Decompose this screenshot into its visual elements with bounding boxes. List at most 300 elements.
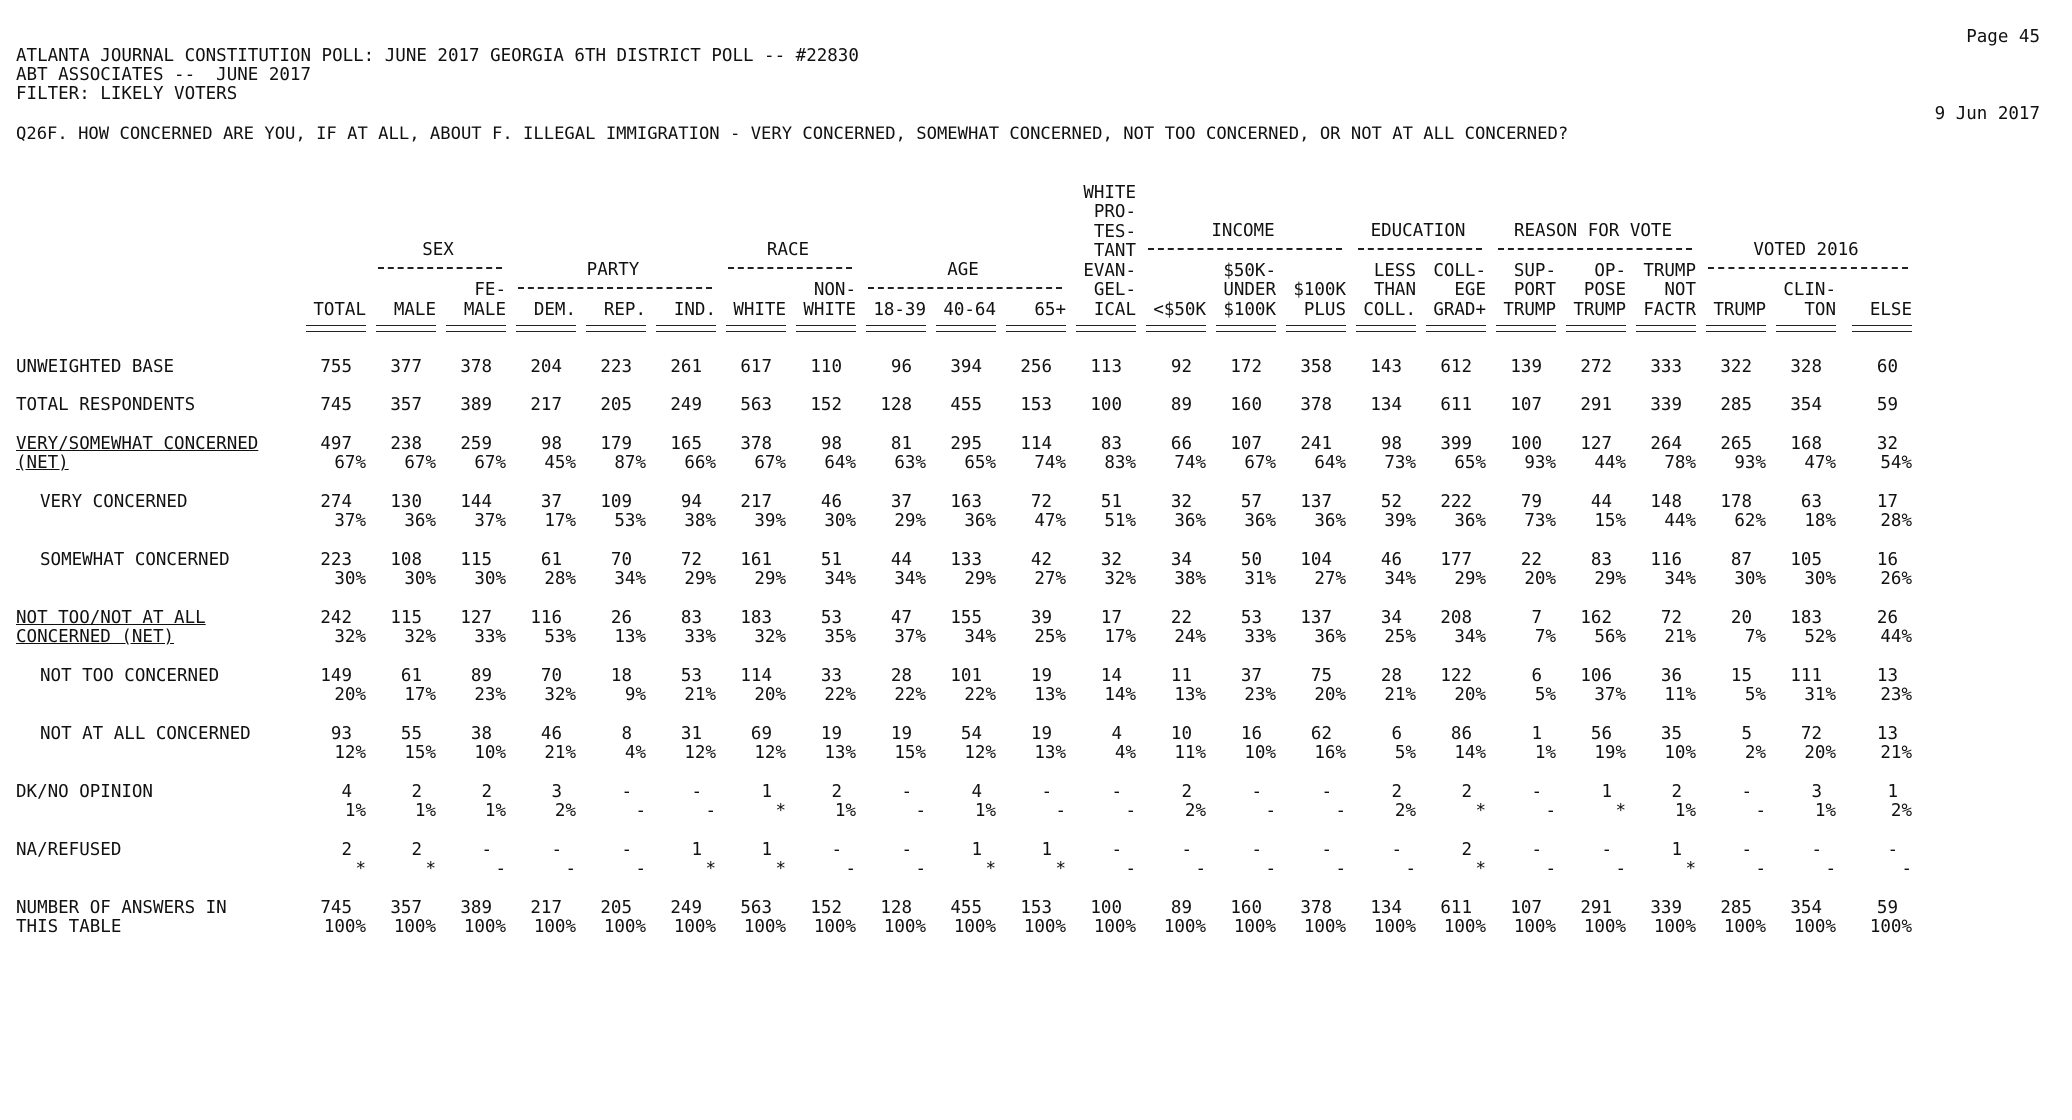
cell-percent: 83% <box>1104 453 1136 473</box>
cell-count: - <box>1181 840 1192 860</box>
cell-count: 94 <box>680 492 702 512</box>
cell-count: 72 <box>1660 608 1682 628</box>
header-separator <box>866 325 926 332</box>
cell-count: 378 <box>1300 898 1332 918</box>
cell-percent: 22% <box>894 685 926 705</box>
banner-rule <box>868 287 1062 289</box>
cell-percent: 100% <box>463 917 506 937</box>
cell-count: 2 <box>1181 782 1192 802</box>
cell-count: 148 <box>1650 492 1682 512</box>
cell-count: 611 <box>1440 395 1472 415</box>
cell-count: 137 <box>1300 608 1332 628</box>
cell-count: 285 <box>1720 898 1752 918</box>
cell-count: 755 <box>320 357 352 377</box>
cell-percent: 2% <box>1890 801 1912 821</box>
cell-percent: 20% <box>1804 743 1836 763</box>
cell-count: - <box>1531 782 1542 802</box>
cell-percent: 25% <box>1384 627 1416 647</box>
cell-percent: 93% <box>1734 453 1766 473</box>
cell-count: 4 <box>1111 724 1122 744</box>
cell-percent: 14% <box>1454 743 1486 763</box>
cell-percent: 18% <box>1804 511 1836 531</box>
cell-percent: 37% <box>334 511 366 531</box>
cell-count: 339 <box>1650 395 1682 415</box>
cell-count: 127 <box>460 608 492 628</box>
cell-count: 8 <box>621 724 632 744</box>
cell-percent: 78% <box>1664 453 1696 473</box>
cell-percent: 38% <box>684 511 716 531</box>
cell-count: 137 <box>1300 492 1332 512</box>
cell-count: 6 <box>1531 666 1542 686</box>
cell-count: 72 <box>1030 492 1052 512</box>
cell-count: 377 <box>390 357 422 377</box>
cell-count: 208 <box>1440 608 1472 628</box>
cell-count: 256 <box>1020 357 1052 377</box>
cell-percent: * <box>1055 859 1066 879</box>
cell-percent: - <box>635 859 646 879</box>
cell-percent: 34% <box>964 627 996 647</box>
cell-count: 46 <box>540 724 562 744</box>
cell-percent: 19% <box>1594 743 1626 763</box>
cell-count: 34 <box>1170 550 1192 570</box>
cell-percent: 20% <box>1524 569 1556 589</box>
cell-percent: 29% <box>964 569 996 589</box>
cell-count: 3 <box>1811 782 1822 802</box>
report-filter: FILTER: LIKELY VOTERS <box>16 84 238 104</box>
cell-count: 13 <box>1876 724 1898 744</box>
column-header: MALE <box>393 299 436 320</box>
cell-count: 101 <box>950 666 982 686</box>
cell-count: - <box>691 782 702 802</box>
cell-count: 70 <box>540 666 562 686</box>
cell-count: 13 <box>1876 666 1898 686</box>
cell-count: 14 <box>1100 666 1122 686</box>
column-header: NON- WHITE <box>803 280 856 320</box>
cell-count: 107 <box>1510 898 1542 918</box>
cell-percent: 52% <box>1804 627 1836 647</box>
cell-count: 144 <box>460 492 492 512</box>
banner-label: PARTY <box>586 260 640 280</box>
cell-percent: 26% <box>1880 569 1912 589</box>
cell-count: 57 <box>1240 492 1262 512</box>
cell-count: 66 <box>1170 434 1192 454</box>
cell-percent: 36% <box>964 511 996 531</box>
cell-percent: - <box>1195 859 1206 879</box>
header-separator <box>1566 325 1626 332</box>
report-title: ATLANTA JOURNAL CONSTITUTION POLL: JUNE 2017 GEORGIA 6TH DISTRICT POLL -- #22830 <box>16 46 859 66</box>
cell-count: 617 <box>740 357 772 377</box>
cell-percent: 62% <box>1734 511 1766 531</box>
cell-percent: 23% <box>474 685 506 705</box>
cell-count: 17 <box>1100 608 1122 628</box>
cell-count: 165 <box>670 434 702 454</box>
cell-count: 61 <box>400 666 422 686</box>
cell-count: 50 <box>1240 550 1262 570</box>
cell-percent: 100% <box>1163 917 1206 937</box>
cell-count: 222 <box>1440 492 1472 512</box>
cell-count: - <box>901 782 912 802</box>
cell-count: 2 <box>1391 782 1402 802</box>
cell-count: 261 <box>670 357 702 377</box>
cell-percent: 4% <box>1114 743 1136 763</box>
report-date: 9 Jun 2017 <box>1934 104 2040 124</box>
cell-count: 7 <box>1531 608 1542 628</box>
cell-percent: 2% <box>1394 801 1416 821</box>
cell-percent: 30% <box>334 569 366 589</box>
cell-percent: 17% <box>1104 627 1136 647</box>
cell-percent: 65% <box>1454 453 1486 473</box>
column-header: $50K- UNDER $100K <box>1223 260 1276 320</box>
cell-count: 328 <box>1790 357 1822 377</box>
cell-count: 11 <box>1170 666 1192 686</box>
column-header: WHITE <box>733 299 786 320</box>
cell-count: 205 <box>600 898 632 918</box>
cell-count: 100 <box>1090 898 1122 918</box>
banner-rule <box>728 267 852 269</box>
cell-count: 152 <box>810 898 842 918</box>
cell-percent: 32% <box>334 627 366 647</box>
cell-count: 354 <box>1790 898 1822 918</box>
header-separator <box>936 325 996 332</box>
cell-count: 160 <box>1230 395 1262 415</box>
cell-count: 81 <box>890 434 912 454</box>
cell-count: 2 <box>341 840 352 860</box>
cell-percent: 23% <box>1880 685 1912 705</box>
cell-count: 92 <box>1170 357 1192 377</box>
header-separator <box>1076 325 1136 332</box>
cell-count: 238 <box>390 434 422 454</box>
cell-percent: 20% <box>754 685 786 705</box>
cell-percent: 33% <box>474 627 506 647</box>
cell-count: 178 <box>1720 492 1752 512</box>
cell-count: 79 <box>1520 492 1542 512</box>
cell-percent: 16% <box>1314 743 1346 763</box>
cell-count: 32 <box>1876 434 1898 454</box>
cell-percent: - <box>1405 859 1416 879</box>
cell-percent: 10% <box>1664 743 1696 763</box>
cell-percent: 64% <box>824 453 856 473</box>
cell-percent: 36% <box>1314 511 1346 531</box>
cell-percent: 87% <box>614 453 646 473</box>
cell-percent: - <box>915 801 926 821</box>
cell-count: 53 <box>680 666 702 686</box>
cell-count: 122 <box>1440 666 1472 686</box>
cell-count: 223 <box>600 357 632 377</box>
cell-percent: 23% <box>1244 685 1276 705</box>
banner-label: REASON FOR VOTE <box>1513 221 1673 241</box>
cell-percent: 37% <box>474 511 506 531</box>
cell-count: 745 <box>320 395 352 415</box>
cell-percent: 31% <box>1244 569 1276 589</box>
cell-count: 168 <box>1790 434 1822 454</box>
cell-count: 1 <box>1601 782 1612 802</box>
cell-count: 32 <box>1100 550 1122 570</box>
cell-percent: 21% <box>544 743 576 763</box>
banner-label: INCOME <box>1211 221 1275 241</box>
cell-count: 249 <box>670 395 702 415</box>
cell-percent: 17% <box>404 685 436 705</box>
header-separator <box>1426 325 1486 332</box>
cell-count: 98 <box>540 434 562 454</box>
cell-count: 2 <box>1671 782 1682 802</box>
cell-percent: 29% <box>1454 569 1486 589</box>
cell-count: - <box>1251 840 1262 860</box>
question-text: Q26F. HOW CONCERNED ARE YOU, IF AT ALL, ABOUT F. ILLEGAL IMMIGRATION - VERY CONCERNED, SOMEWHAT CONCERNED, NOT TOO CONCERNED, OR NOT AT ALL CONCERNED? <box>16 124 1569 144</box>
cell-count: 1 <box>1041 840 1052 860</box>
header-separator <box>1006 325 1066 332</box>
cell-percent: 36% <box>1174 511 1206 531</box>
cell-percent: 53% <box>544 627 576 647</box>
cell-count: - <box>1741 840 1752 860</box>
cell-percent: 100% <box>883 917 926 937</box>
cell-count: 42 <box>1030 550 1052 570</box>
cell-percent: 15% <box>1594 511 1626 531</box>
cell-count: - <box>1251 782 1262 802</box>
cell-count: 563 <box>740 898 772 918</box>
cell-percent: 1% <box>414 801 436 821</box>
cell-percent: 36% <box>404 511 436 531</box>
cell-percent: 13% <box>824 743 856 763</box>
cell-percent: 100% <box>1723 917 1766 937</box>
cell-percent: 51% <box>1104 511 1136 531</box>
cell-percent: 100% <box>813 917 856 937</box>
cell-count: 47 <box>890 608 912 628</box>
cell-count: 107 <box>1230 434 1262 454</box>
cell-count: 149 <box>320 666 352 686</box>
cell-percent: 20% <box>334 685 366 705</box>
cell-percent: 2% <box>1744 743 1766 763</box>
cell-percent: 100% <box>1303 917 1346 937</box>
cell-count: 37 <box>540 492 562 512</box>
cell-percent: 74% <box>1174 453 1206 473</box>
cell-count: 113 <box>1090 357 1122 377</box>
cell-count: 399 <box>1440 434 1472 454</box>
row-label: SOMEWHAT CONCERNED <box>40 550 230 570</box>
cell-percent: 13% <box>614 627 646 647</box>
cell-count: 75 <box>1310 666 1332 686</box>
cell-count: 2 <box>831 782 842 802</box>
cell-count: 285 <box>1720 395 1752 415</box>
cell-count: 378 <box>1300 395 1332 415</box>
cell-count: 104 <box>1300 550 1332 570</box>
cell-count: 46 <box>1380 550 1402 570</box>
cell-count: 378 <box>460 357 492 377</box>
column-header: FE- MALE <box>463 280 506 320</box>
row-label: NOT TOO/NOT AT ALL CONCERNED (NET) <box>16 608 206 647</box>
cell-percent: 10% <box>474 743 506 763</box>
cell-percent: 11% <box>1174 743 1206 763</box>
row-label: VERY/SOMEWHAT CONCERNED (NET) <box>16 434 259 473</box>
cell-percent: 32% <box>544 685 576 705</box>
cell-percent: 100% <box>1373 917 1416 937</box>
cell-percent: - <box>1335 859 1346 879</box>
cell-count: 1 <box>1887 782 1898 802</box>
cell-percent: * <box>1475 801 1486 821</box>
cell-count: 295 <box>950 434 982 454</box>
cell-percent: 30% <box>1804 569 1836 589</box>
cell-count: 17 <box>1876 492 1898 512</box>
cell-percent: 13% <box>1034 743 1066 763</box>
cell-percent: 73% <box>1384 453 1416 473</box>
cell-count: 179 <box>600 434 632 454</box>
cell-count: 455 <box>950 395 982 415</box>
cell-percent: 36% <box>1244 511 1276 531</box>
cell-percent: 63% <box>894 453 926 473</box>
row-label: DK/NO OPINION <box>16 782 153 802</box>
cell-count: 205 <box>600 395 632 415</box>
cell-percent: 7% <box>1534 627 1556 647</box>
cell-count: 44 <box>890 550 912 570</box>
cell-count: 18 <box>610 666 632 686</box>
cell-percent: 29% <box>1594 569 1626 589</box>
header-separator <box>1706 325 1766 332</box>
cell-percent: 33% <box>1244 627 1276 647</box>
column-header: TOTAL <box>313 299 366 320</box>
cell-count: 389 <box>460 898 492 918</box>
cell-count: 1 <box>761 782 772 802</box>
cell-percent: 73% <box>1524 511 1556 531</box>
cell-count: 111 <box>1790 666 1822 686</box>
cell-count: 37 <box>890 492 912 512</box>
cell-percent: - <box>915 859 926 879</box>
cell-percent: 30% <box>404 569 436 589</box>
cell-percent: 30% <box>824 511 856 531</box>
cell-count: - <box>1811 840 1822 860</box>
cell-count: 44 <box>1590 492 1612 512</box>
cell-percent: 34% <box>1384 569 1416 589</box>
cell-count: - <box>1601 840 1612 860</box>
cell-count: 100 <box>1090 395 1122 415</box>
cell-count: 107 <box>1510 395 1542 415</box>
cell-count: 1 <box>971 840 982 860</box>
cell-count: 127 <box>1580 434 1612 454</box>
cell-percent: 4% <box>624 743 646 763</box>
cell-count: 32 <box>1170 492 1192 512</box>
cell-percent: 64% <box>1314 453 1346 473</box>
cell-count: 96 <box>890 357 912 377</box>
cell-count: - <box>1531 840 1542 860</box>
cell-percent: 14% <box>1104 685 1136 705</box>
cell-count: 291 <box>1580 898 1612 918</box>
column-header: ELSE <box>1869 299 1912 320</box>
cell-percent: 1% <box>344 801 366 821</box>
header-separator <box>446 325 506 332</box>
cell-percent: 100% <box>323 917 366 937</box>
cell-percent: - <box>1125 859 1136 879</box>
cell-count: - <box>1111 840 1122 860</box>
cell-count: 394 <box>950 357 982 377</box>
cell-percent: 100% <box>1583 917 1626 937</box>
cell-count: 89 <box>470 666 492 686</box>
cell-count: 10 <box>1170 724 1192 744</box>
cell-count: 153 <box>1020 395 1052 415</box>
cell-count: 357 <box>390 898 422 918</box>
cell-count: 105 <box>1790 550 1822 570</box>
cell-percent: 1% <box>484 801 506 821</box>
cell-percent: 34% <box>1454 627 1486 647</box>
cell-count: 52 <box>1380 492 1402 512</box>
report-vendor: ABT ASSOCIATES -- JUNE 2017 <box>16 65 312 85</box>
cell-count: 114 <box>740 666 772 686</box>
cell-percent: * <box>1475 859 1486 879</box>
cell-percent: 1% <box>834 801 856 821</box>
cell-count: 34 <box>1380 608 1402 628</box>
cell-percent: * <box>985 859 996 879</box>
cell-percent: - <box>845 859 856 879</box>
cell-count: 153 <box>1020 898 1052 918</box>
cell-percent: 1% <box>1534 743 1556 763</box>
cell-percent: - <box>1055 801 1066 821</box>
cell-count: 217 <box>530 395 562 415</box>
row-label: NA/REFUSED <box>16 840 122 860</box>
header-separator <box>796 325 856 332</box>
cell-percent: 10% <box>1244 743 1276 763</box>
cell-percent: * <box>1615 801 1626 821</box>
cell-count: 98 <box>820 434 842 454</box>
page-number: Page 45 <box>1966 27 2040 47</box>
cell-count: 2 <box>1461 840 1472 860</box>
cell-percent: 45% <box>544 453 576 473</box>
cell-count: 4 <box>971 782 982 802</box>
banner-label: EDUCATION <box>1370 221 1466 241</box>
cell-percent: 67% <box>474 453 506 473</box>
cell-percent: 32% <box>754 627 786 647</box>
cell-percent: 100% <box>603 917 646 937</box>
cell-percent: 2% <box>554 801 576 821</box>
cell-percent: 29% <box>754 569 786 589</box>
cell-percent: 25% <box>1034 627 1066 647</box>
cell-percent: * <box>425 859 436 879</box>
cell-percent: 67% <box>754 453 786 473</box>
cell-count: - <box>1887 840 1898 860</box>
cell-percent: 1% <box>1674 801 1696 821</box>
cell-count: 264 <box>1650 434 1682 454</box>
row-label: VERY CONCERNED <box>40 492 188 512</box>
cell-percent: 32% <box>1104 569 1136 589</box>
header-separator <box>1286 325 1346 332</box>
cell-percent: 12% <box>754 743 786 763</box>
cell-percent: 56% <box>1594 627 1626 647</box>
banner-label: SEX <box>422 240 454 260</box>
cell-percent: 44% <box>1880 627 1912 647</box>
cell-count: 61 <box>540 550 562 570</box>
cell-count: 33 <box>820 666 842 686</box>
cell-count: 291 <box>1580 395 1612 415</box>
cell-count: 134 <box>1370 898 1402 918</box>
cell-count: 2 <box>411 782 422 802</box>
cell-count: 1 <box>761 840 772 860</box>
cell-count: 249 <box>670 898 702 918</box>
cell-percent: 35% <box>824 627 856 647</box>
header-separator <box>1852 325 1912 332</box>
row-label: TOTAL RESPONDENTS <box>16 395 196 415</box>
cell-count: 612 <box>1440 357 1472 377</box>
cell-count: - <box>1111 782 1122 802</box>
cell-count: 2 <box>481 782 492 802</box>
cell-percent: 100% <box>743 917 786 937</box>
header-separator <box>586 325 646 332</box>
cell-percent: * <box>775 859 786 879</box>
cell-count: 36 <box>1660 666 1682 686</box>
cell-count: - <box>831 840 842 860</box>
cell-percent: 67% <box>1244 453 1276 473</box>
cell-percent: 67% <box>334 453 366 473</box>
cell-percent: - <box>565 859 576 879</box>
cell-percent: 22% <box>824 685 856 705</box>
cell-percent: 100% <box>533 917 576 937</box>
column-header: IND. <box>673 299 716 320</box>
cell-percent: 13% <box>1034 685 1066 705</box>
